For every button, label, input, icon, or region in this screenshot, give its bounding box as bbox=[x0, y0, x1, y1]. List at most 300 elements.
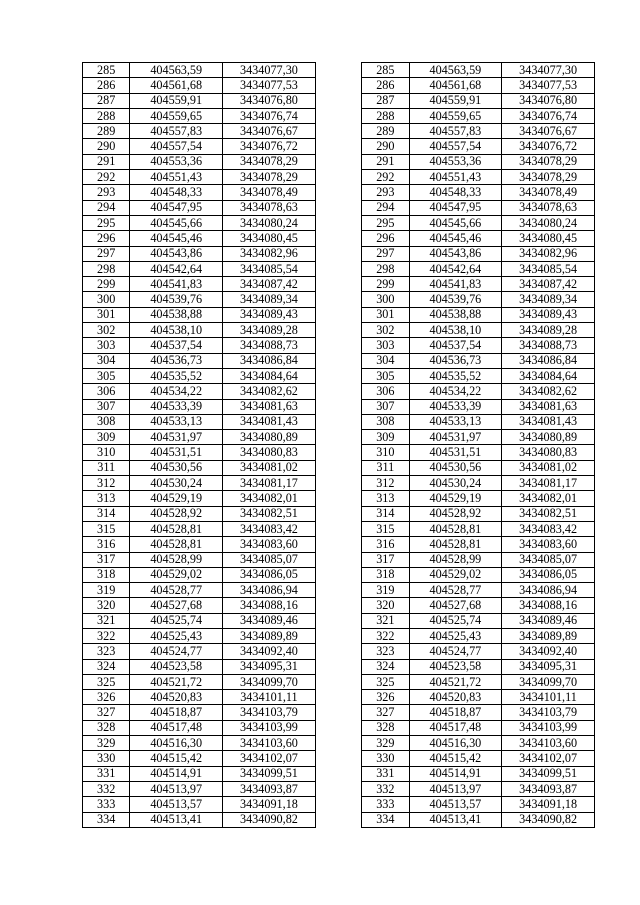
point-number-right: 285 bbox=[362, 63, 409, 78]
point-number-left: 287 bbox=[83, 93, 130, 108]
point-number-right: 330 bbox=[362, 751, 409, 766]
y-coordinate-right: 3434089,46 bbox=[502, 613, 595, 628]
column-gap bbox=[315, 521, 361, 536]
point-number-right: 317 bbox=[362, 552, 409, 567]
x-coordinate-left: 404517,48 bbox=[130, 720, 223, 735]
point-number-right: 312 bbox=[362, 476, 409, 491]
y-coordinate-left: 3434076,72 bbox=[223, 139, 316, 154]
y-coordinate-left: 3434076,67 bbox=[223, 124, 316, 139]
x-coordinate-left: 404536,73 bbox=[130, 353, 223, 368]
x-coordinate-right: 404518,87 bbox=[409, 705, 502, 720]
y-coordinate-right: 3434076,80 bbox=[502, 93, 595, 108]
column-gap bbox=[315, 231, 361, 246]
point-number-right: 333 bbox=[362, 797, 409, 812]
column-gap bbox=[315, 583, 361, 598]
column-gap bbox=[315, 766, 361, 781]
y-coordinate-left: 3434099,51 bbox=[223, 766, 316, 781]
x-coordinate-right: 404527,68 bbox=[409, 598, 502, 613]
y-coordinate-right: 3434085,07 bbox=[502, 552, 595, 567]
column-gap bbox=[315, 613, 361, 628]
x-coordinate-left: 404533,13 bbox=[130, 414, 223, 429]
column-gap bbox=[315, 567, 361, 582]
y-coordinate-left: 3434103,60 bbox=[223, 736, 316, 751]
y-coordinate-right: 3434089,43 bbox=[502, 307, 595, 322]
x-coordinate-left: 404557,54 bbox=[130, 139, 223, 154]
x-coordinate-right: 404533,39 bbox=[409, 399, 502, 414]
point-number-left: 302 bbox=[83, 323, 130, 338]
x-coordinate-left: 404518,87 bbox=[130, 705, 223, 720]
x-coordinate-left: 404545,66 bbox=[130, 215, 223, 230]
x-coordinate-left: 404514,91 bbox=[130, 766, 223, 781]
point-number-right: 316 bbox=[362, 537, 409, 552]
table-row bbox=[83, 353, 595, 368]
x-coordinate-left: 404515,42 bbox=[130, 751, 223, 766]
y-coordinate-left: 3434089,34 bbox=[223, 292, 316, 307]
y-coordinate-right: 3434089,34 bbox=[502, 292, 595, 307]
column-gap bbox=[315, 323, 361, 338]
y-coordinate-right: 3434082,51 bbox=[502, 506, 595, 521]
column-gap bbox=[315, 628, 361, 643]
point-number-right: 286 bbox=[362, 78, 409, 93]
x-coordinate-right: 404528,81 bbox=[409, 521, 502, 536]
column-gap bbox=[315, 430, 361, 445]
x-coordinate-left: 404528,99 bbox=[130, 552, 223, 567]
point-number-right: 287 bbox=[362, 93, 409, 108]
point-number-right: 328 bbox=[362, 720, 409, 735]
point-number-right: 304 bbox=[362, 353, 409, 368]
point-number-left: 314 bbox=[83, 506, 130, 521]
table-row bbox=[83, 567, 595, 582]
point-number-right: 311 bbox=[362, 460, 409, 475]
table-row bbox=[83, 246, 595, 261]
point-number-right: 332 bbox=[362, 781, 409, 796]
y-coordinate-right: 3434076,72 bbox=[502, 139, 595, 154]
point-number-left: 319 bbox=[83, 583, 130, 598]
table-row bbox=[83, 414, 595, 429]
point-number-right: 334 bbox=[362, 812, 409, 827]
y-coordinate-left: 3434091,18 bbox=[223, 797, 316, 812]
y-coordinate-right: 3434089,28 bbox=[502, 323, 595, 338]
point-number-left: 306 bbox=[83, 384, 130, 399]
table-row bbox=[83, 491, 595, 506]
x-coordinate-left: 404527,68 bbox=[130, 598, 223, 613]
y-coordinate-left: 3434090,82 bbox=[223, 812, 316, 827]
point-number-left: 289 bbox=[83, 124, 130, 139]
point-number-left: 304 bbox=[83, 353, 130, 368]
point-number-right: 321 bbox=[362, 613, 409, 628]
y-coordinate-right: 3434077,53 bbox=[502, 78, 595, 93]
table-row bbox=[83, 307, 595, 322]
y-coordinate-left: 3434087,42 bbox=[223, 277, 316, 292]
table-row bbox=[83, 323, 595, 338]
y-coordinate-right: 3434101,11 bbox=[502, 690, 595, 705]
point-number-right: 289 bbox=[362, 124, 409, 139]
y-coordinate-right: 3434103,99 bbox=[502, 720, 595, 735]
y-coordinate-left: 3434103,79 bbox=[223, 705, 316, 720]
y-coordinate-right: 3434103,79 bbox=[502, 705, 595, 720]
column-gap bbox=[315, 353, 361, 368]
x-coordinate-right: 404523,58 bbox=[409, 659, 502, 674]
x-coordinate-left: 404545,46 bbox=[130, 231, 223, 246]
x-coordinate-right: 404530,24 bbox=[409, 476, 502, 491]
y-coordinate-right: 3434102,07 bbox=[502, 751, 595, 766]
table-row bbox=[83, 598, 595, 613]
x-coordinate-right: 404538,88 bbox=[409, 307, 502, 322]
point-number-left: 290 bbox=[83, 139, 130, 154]
x-coordinate-right: 404531,97 bbox=[409, 430, 502, 445]
x-coordinate-left: 404513,97 bbox=[130, 781, 223, 796]
y-coordinate-right: 3434103,60 bbox=[502, 736, 595, 751]
point-number-right: 329 bbox=[362, 736, 409, 751]
point-number-right: 325 bbox=[362, 674, 409, 689]
point-number-left: 334 bbox=[83, 812, 130, 827]
table-row bbox=[83, 720, 595, 735]
coordinate-table bbox=[82, 62, 595, 828]
x-coordinate-right: 404528,81 bbox=[409, 537, 502, 552]
point-number-right: 303 bbox=[362, 338, 409, 353]
x-coordinate-right: 404524,77 bbox=[409, 644, 502, 659]
column-gap bbox=[315, 215, 361, 230]
point-number-left: 300 bbox=[83, 292, 130, 307]
x-coordinate-left: 404563,59 bbox=[130, 63, 223, 78]
y-coordinate-right: 3434078,29 bbox=[502, 170, 595, 185]
x-coordinate-right: 404553,36 bbox=[409, 154, 502, 169]
x-coordinate-left: 404530,56 bbox=[130, 460, 223, 475]
x-coordinate-right: 404563,59 bbox=[409, 63, 502, 78]
point-number-left: 311 bbox=[83, 460, 130, 475]
point-number-right: 319 bbox=[362, 583, 409, 598]
y-coordinate-left: 3434078,63 bbox=[223, 200, 316, 215]
table-row bbox=[83, 460, 595, 475]
y-coordinate-right: 3434088,73 bbox=[502, 338, 595, 353]
point-number-left: 292 bbox=[83, 170, 130, 185]
x-coordinate-right: 404541,83 bbox=[409, 277, 502, 292]
x-coordinate-left: 404559,65 bbox=[130, 108, 223, 123]
y-coordinate-right: 3434083,42 bbox=[502, 521, 595, 536]
point-number-right: 294 bbox=[362, 200, 409, 215]
column-gap bbox=[315, 261, 361, 276]
y-coordinate-left: 3434093,87 bbox=[223, 781, 316, 796]
y-coordinate-right: 3434086,94 bbox=[502, 583, 595, 598]
x-coordinate-right: 404559,65 bbox=[409, 108, 502, 123]
point-number-right: 327 bbox=[362, 705, 409, 720]
point-number-right: 324 bbox=[362, 659, 409, 674]
table-row bbox=[83, 139, 595, 154]
x-coordinate-left: 404547,95 bbox=[130, 200, 223, 215]
column-gap bbox=[315, 124, 361, 139]
y-coordinate-right: 3434081,63 bbox=[502, 399, 595, 414]
point-number-right: 314 bbox=[362, 506, 409, 521]
table-row bbox=[83, 797, 595, 812]
x-coordinate-right: 404514,91 bbox=[409, 766, 502, 781]
point-number-left: 285 bbox=[83, 63, 130, 78]
y-coordinate-right: 3434082,01 bbox=[502, 491, 595, 506]
column-gap bbox=[315, 506, 361, 521]
y-coordinate-right: 3434095,31 bbox=[502, 659, 595, 674]
point-number-right: 308 bbox=[362, 414, 409, 429]
column-gap bbox=[315, 78, 361, 93]
y-coordinate-left: 3434086,84 bbox=[223, 353, 316, 368]
y-coordinate-right: 3434077,30 bbox=[502, 63, 595, 78]
point-number-left: 299 bbox=[83, 277, 130, 292]
point-number-left: 315 bbox=[83, 521, 130, 536]
y-coordinate-left: 3434080,83 bbox=[223, 445, 316, 460]
column-gap bbox=[315, 644, 361, 659]
x-coordinate-left: 404538,10 bbox=[130, 323, 223, 338]
y-coordinate-right: 3434093,87 bbox=[502, 781, 595, 796]
y-coordinate-left: 3434088,16 bbox=[223, 598, 316, 613]
x-coordinate-left: 404548,33 bbox=[130, 185, 223, 200]
y-coordinate-right: 3434082,62 bbox=[502, 384, 595, 399]
column-gap bbox=[315, 674, 361, 689]
point-number-left: 330 bbox=[83, 751, 130, 766]
x-coordinate-right: 404537,54 bbox=[409, 338, 502, 353]
point-number-left: 326 bbox=[83, 690, 130, 705]
point-number-left: 321 bbox=[83, 613, 130, 628]
y-coordinate-left: 3434103,99 bbox=[223, 720, 316, 735]
point-number-right: 306 bbox=[362, 384, 409, 399]
column-gap bbox=[315, 338, 361, 353]
y-coordinate-left: 3434083,60 bbox=[223, 537, 316, 552]
table-row bbox=[83, 261, 595, 276]
x-coordinate-right: 404551,43 bbox=[409, 170, 502, 185]
x-coordinate-left: 404551,43 bbox=[130, 170, 223, 185]
y-coordinate-right: 3434086,84 bbox=[502, 353, 595, 368]
x-coordinate-left: 404561,68 bbox=[130, 78, 223, 93]
point-number-left: 303 bbox=[83, 338, 130, 353]
column-gap bbox=[315, 170, 361, 185]
table-row bbox=[83, 200, 595, 215]
column-gap bbox=[315, 200, 361, 215]
x-coordinate-right: 404528,77 bbox=[409, 583, 502, 598]
table-row bbox=[83, 154, 595, 169]
x-coordinate-left: 404529,19 bbox=[130, 491, 223, 506]
table-row bbox=[83, 63, 595, 78]
x-coordinate-right: 404557,54 bbox=[409, 139, 502, 154]
point-number-right: 292 bbox=[362, 170, 409, 185]
x-coordinate-right: 404547,95 bbox=[409, 200, 502, 215]
y-coordinate-right: 3434080,24 bbox=[502, 215, 595, 230]
point-number-right: 326 bbox=[362, 690, 409, 705]
column-gap bbox=[315, 384, 361, 399]
y-coordinate-left: 3434089,46 bbox=[223, 613, 316, 628]
table-row bbox=[83, 108, 595, 123]
point-number-right: 302 bbox=[362, 323, 409, 338]
x-coordinate-right: 404538,10 bbox=[409, 323, 502, 338]
table-row bbox=[83, 766, 595, 781]
table-row bbox=[83, 277, 595, 292]
point-number-right: 291 bbox=[362, 154, 409, 169]
y-coordinate-left: 3434076,74 bbox=[223, 108, 316, 123]
y-coordinate-left: 3434101,11 bbox=[223, 690, 316, 705]
x-coordinate-left: 404543,86 bbox=[130, 246, 223, 261]
column-gap bbox=[315, 751, 361, 766]
column-gap bbox=[315, 552, 361, 567]
point-number-left: 296 bbox=[83, 231, 130, 246]
column-gap bbox=[315, 445, 361, 460]
point-number-left: 291 bbox=[83, 154, 130, 169]
point-number-right: 298 bbox=[362, 261, 409, 276]
point-number-left: 318 bbox=[83, 567, 130, 582]
point-number-right: 297 bbox=[362, 246, 409, 261]
column-gap bbox=[315, 476, 361, 491]
y-coordinate-left: 3434078,29 bbox=[223, 170, 316, 185]
x-coordinate-right: 404543,86 bbox=[409, 246, 502, 261]
column-gap bbox=[315, 414, 361, 429]
column-gap bbox=[315, 368, 361, 383]
column-gap bbox=[315, 307, 361, 322]
x-coordinate-right: 404535,52 bbox=[409, 368, 502, 383]
x-coordinate-right: 404530,56 bbox=[409, 460, 502, 475]
table-row bbox=[83, 185, 595, 200]
y-coordinate-left: 3434086,05 bbox=[223, 567, 316, 582]
table-row bbox=[83, 659, 595, 674]
x-coordinate-left: 404530,24 bbox=[130, 476, 223, 491]
point-number-left: 322 bbox=[83, 628, 130, 643]
y-coordinate-right: 3434092,40 bbox=[502, 644, 595, 659]
y-coordinate-left: 3434078,29 bbox=[223, 154, 316, 169]
y-coordinate-left: 3434089,28 bbox=[223, 323, 316, 338]
table-row bbox=[83, 736, 595, 751]
x-coordinate-right: 404559,91 bbox=[409, 93, 502, 108]
y-coordinate-right: 3434076,74 bbox=[502, 108, 595, 123]
y-coordinate-left: 3434085,54 bbox=[223, 261, 316, 276]
y-coordinate-left: 3434081,43 bbox=[223, 414, 316, 429]
y-coordinate-left: 3434095,31 bbox=[223, 659, 316, 674]
coordinate-table-body bbox=[83, 63, 595, 828]
y-coordinate-right: 3434081,17 bbox=[502, 476, 595, 491]
y-coordinate-right: 3434080,45 bbox=[502, 231, 595, 246]
y-coordinate-right: 3434091,18 bbox=[502, 797, 595, 812]
x-coordinate-left: 404520,83 bbox=[130, 690, 223, 705]
y-coordinate-left: 3434081,63 bbox=[223, 399, 316, 414]
y-coordinate-left: 3434082,96 bbox=[223, 246, 316, 261]
table-row bbox=[83, 384, 595, 399]
x-coordinate-left: 404523,58 bbox=[130, 659, 223, 674]
x-coordinate-left: 404533,39 bbox=[130, 399, 223, 414]
x-coordinate-left: 404513,41 bbox=[130, 812, 223, 827]
y-coordinate-left: 3434077,30 bbox=[223, 63, 316, 78]
x-coordinate-right: 404513,41 bbox=[409, 812, 502, 827]
y-coordinate-left: 3434080,45 bbox=[223, 231, 316, 246]
y-coordinate-right: 3434088,16 bbox=[502, 598, 595, 613]
table-row bbox=[83, 399, 595, 414]
table-row bbox=[83, 628, 595, 643]
table-row bbox=[83, 537, 595, 552]
x-coordinate-left: 404513,57 bbox=[130, 797, 223, 812]
point-number-left: 332 bbox=[83, 781, 130, 796]
y-coordinate-left: 3434081,02 bbox=[223, 460, 316, 475]
y-coordinate-right: 3434099,51 bbox=[502, 766, 595, 781]
x-coordinate-right: 404521,72 bbox=[409, 674, 502, 689]
column-gap bbox=[315, 705, 361, 720]
point-number-left: 286 bbox=[83, 78, 130, 93]
point-number-left: 320 bbox=[83, 598, 130, 613]
point-number-left: 305 bbox=[83, 368, 130, 383]
y-coordinate-left: 3434083,42 bbox=[223, 521, 316, 536]
column-gap bbox=[315, 63, 361, 78]
y-coordinate-right: 3434081,43 bbox=[502, 414, 595, 429]
column-gap bbox=[315, 460, 361, 475]
column-gap bbox=[315, 491, 361, 506]
point-number-left: 312 bbox=[83, 476, 130, 491]
point-number-left: 301 bbox=[83, 307, 130, 322]
table-row bbox=[83, 613, 595, 628]
x-coordinate-right: 404517,48 bbox=[409, 720, 502, 735]
x-coordinate-right: 404542,64 bbox=[409, 261, 502, 276]
y-coordinate-right: 3434087,42 bbox=[502, 277, 595, 292]
point-number-right: 299 bbox=[362, 277, 409, 292]
point-number-right: 293 bbox=[362, 185, 409, 200]
point-number-right: 290 bbox=[362, 139, 409, 154]
x-coordinate-left: 404525,74 bbox=[130, 613, 223, 628]
y-coordinate-left: 3434082,51 bbox=[223, 506, 316, 521]
column-gap bbox=[315, 399, 361, 414]
x-coordinate-right: 404548,33 bbox=[409, 185, 502, 200]
point-number-left: 324 bbox=[83, 659, 130, 674]
column-gap bbox=[315, 185, 361, 200]
point-number-left: 295 bbox=[83, 215, 130, 230]
x-coordinate-left: 404528,81 bbox=[130, 521, 223, 536]
table-row bbox=[83, 93, 595, 108]
table-row bbox=[83, 521, 595, 536]
x-coordinate-right: 404515,42 bbox=[409, 751, 502, 766]
point-number-left: 310 bbox=[83, 445, 130, 460]
y-coordinate-right: 3434081,02 bbox=[502, 460, 595, 475]
column-gap bbox=[315, 720, 361, 735]
point-number-right: 322 bbox=[362, 628, 409, 643]
point-number-right: 307 bbox=[362, 399, 409, 414]
y-coordinate-right: 3434085,54 bbox=[502, 261, 595, 276]
point-number-left: 297 bbox=[83, 246, 130, 261]
point-number-left: 288 bbox=[83, 108, 130, 123]
column-gap bbox=[315, 108, 361, 123]
x-coordinate-right: 404536,73 bbox=[409, 353, 502, 368]
point-number-left: 307 bbox=[83, 399, 130, 414]
x-coordinate-left: 404535,52 bbox=[130, 368, 223, 383]
column-gap bbox=[315, 93, 361, 108]
y-coordinate-left: 3434102,07 bbox=[223, 751, 316, 766]
table-row bbox=[83, 78, 595, 93]
y-coordinate-right: 3434083,60 bbox=[502, 537, 595, 552]
point-number-left: 333 bbox=[83, 797, 130, 812]
point-number-right: 331 bbox=[362, 766, 409, 781]
point-number-right: 320 bbox=[362, 598, 409, 613]
table-row bbox=[83, 338, 595, 353]
y-coordinate-right: 3434084,64 bbox=[502, 368, 595, 383]
x-coordinate-right: 404528,99 bbox=[409, 552, 502, 567]
x-coordinate-right: 404557,83 bbox=[409, 124, 502, 139]
x-coordinate-right: 404531,51 bbox=[409, 445, 502, 460]
column-gap bbox=[315, 736, 361, 751]
y-coordinate-right: 3434089,89 bbox=[502, 628, 595, 643]
y-coordinate-right: 3434080,83 bbox=[502, 445, 595, 460]
table-row bbox=[83, 552, 595, 567]
table-row bbox=[83, 751, 595, 766]
table-row bbox=[83, 506, 595, 521]
y-coordinate-left: 3434089,43 bbox=[223, 307, 316, 322]
x-coordinate-left: 404534,22 bbox=[130, 384, 223, 399]
y-coordinate-left: 3434077,53 bbox=[223, 78, 316, 93]
column-gap bbox=[315, 781, 361, 796]
x-coordinate-right: 404513,97 bbox=[409, 781, 502, 796]
point-number-left: 325 bbox=[83, 674, 130, 689]
x-coordinate-right: 404529,02 bbox=[409, 567, 502, 582]
y-coordinate-left: 3434076,80 bbox=[223, 93, 316, 108]
y-coordinate-right: 3434099,70 bbox=[502, 674, 595, 689]
x-coordinate-right: 404528,92 bbox=[409, 506, 502, 521]
point-number-left: 298 bbox=[83, 261, 130, 276]
